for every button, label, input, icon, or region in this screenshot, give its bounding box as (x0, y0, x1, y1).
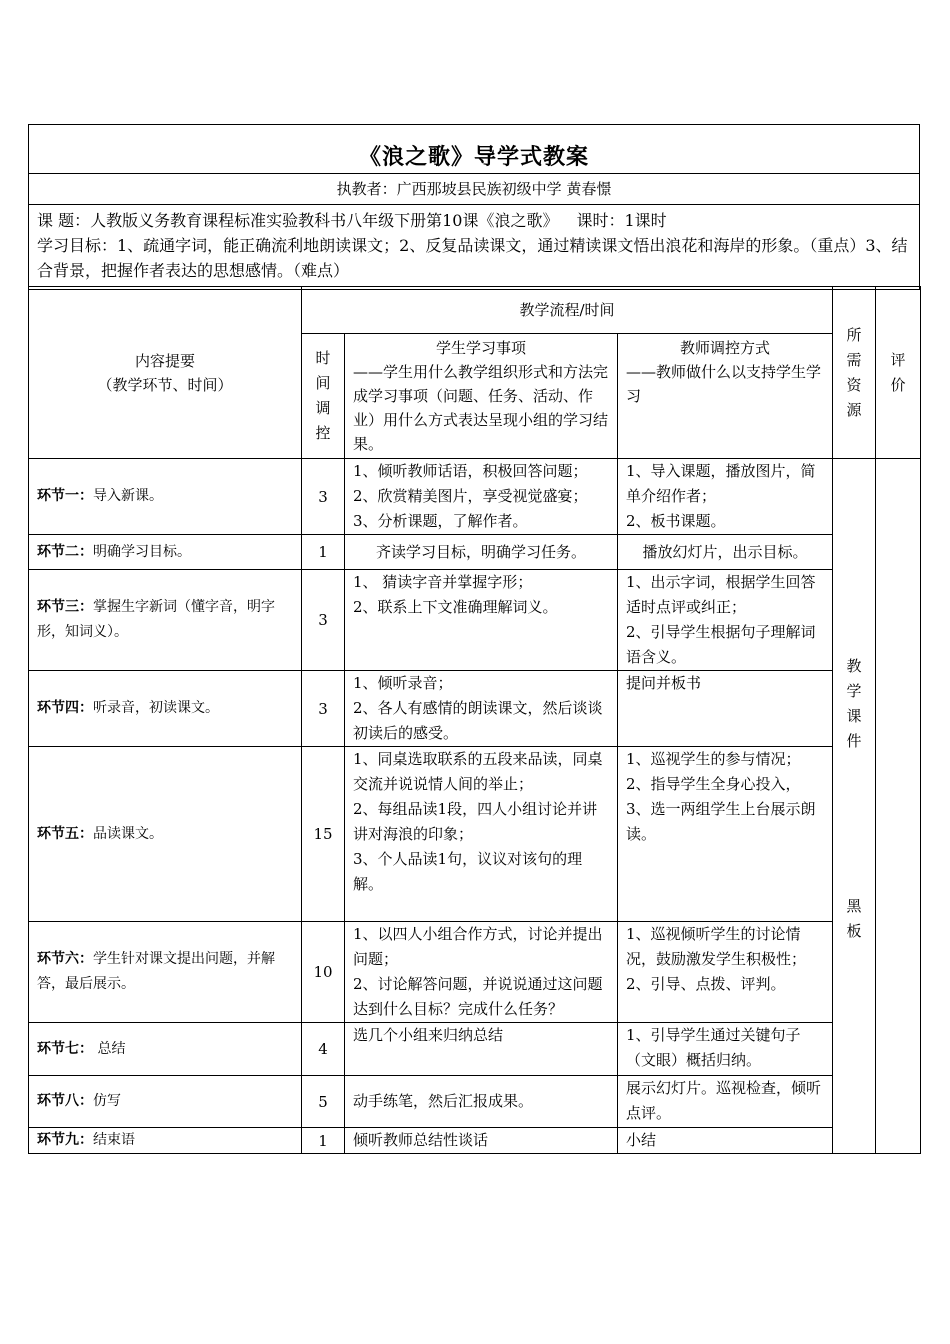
stage-label: 环节九： (37, 1132, 93, 1148)
teacher-item: 提问并板书 (626, 674, 702, 692)
resource-char: 课 (846, 707, 862, 725)
evaluation-header-char: 价 (890, 375, 906, 394)
teacher-item: 1、出示字词，根据学生回答适时点评或纠正； (626, 573, 816, 616)
teacher-item: 小结 (626, 1131, 657, 1149)
stage-text: 明确学习目标。 (93, 543, 191, 560)
student-item: 1、 猜读字音并掌握字形； (353, 573, 533, 591)
teacher-item: 2、引导、点拨、评判。 (626, 975, 786, 993)
table-row (29, 671, 921, 747)
time-header-char: 调 (315, 399, 331, 417)
student-cell (345, 1023, 618, 1076)
teacher-cell (618, 1023, 833, 1076)
stage-text: 导入新课。 (93, 488, 163, 504)
stage-text: 学生针对课文提出问题，并解答，最后展示。 (37, 951, 275, 992)
resource-char: 板 (846, 922, 862, 940)
student-item: 2、每组品读1段，四人小组讨论并讲讲对海浪的印象； (353, 800, 598, 843)
header-table (28, 124, 920, 290)
author-line: 执教者：广西那坡县民族初级中学 黄春憬 (29, 174, 920, 205)
stage-cell (29, 1023, 302, 1076)
content-header (29, 287, 302, 459)
teacher-item: 展示幻灯片。巡视检查，倾听点评。 (626, 1079, 822, 1122)
learning-objectives: 学习目标：1、疏通字词，能正确流利地朗读课文；2、反复品读课文，通过精读课文悟出浪花和海岸的形象。（重点）3、结合背景，把握作者表达的思想感情。（难点） (37, 236, 908, 280)
teacher-cell (618, 570, 833, 671)
student-cell (345, 535, 618, 570)
stage-label: 环节一： (37, 488, 93, 504)
stage-text: 结束语 (93, 1132, 135, 1148)
student-item: 1、以四人小组合作方式，讨论并提出问题； (353, 925, 603, 968)
student-cell (345, 1128, 618, 1154)
stage-label: 环节四： (37, 700, 93, 716)
stage-cell (29, 1128, 302, 1154)
stage-cell (29, 671, 302, 747)
table-row (29, 1023, 921, 1076)
student-header (345, 334, 618, 459)
time-cell: 10 (302, 922, 345, 1023)
evaluation-cell (876, 459, 921, 1154)
teacher-cell (618, 1128, 833, 1154)
student-item: 2、欣赏精美图片，享受视觉盛宴； (353, 487, 588, 505)
resources-header-char: 所 (846, 325, 862, 344)
student-item: 动手练笔，然后汇报成果。 (353, 1092, 534, 1110)
student-cell (345, 459, 618, 535)
table-row (29, 1128, 921, 1154)
resource-char: 黑 (846, 897, 862, 915)
stage-cell (29, 535, 302, 570)
course-label: 课 题： (37, 211, 91, 230)
student-header-desc: ——学生用什么教学组织形式和方法完成学习事项（问题、任务、活动、作业）用什么方式表达呈现小组的学习结果。 (353, 363, 609, 453)
table-row (29, 459, 921, 535)
time-control-header (302, 334, 345, 459)
resources-header (833, 287, 876, 459)
resource-blackboard (833, 754, 875, 944)
student-item: 齐读学习目标，明确学习任务。 (375, 542, 586, 561)
student-item: 选几个小组来归纳总结 (353, 1026, 504, 1044)
teacher-item: 1、导入课题，播放图片，简单介绍作者； (626, 462, 816, 505)
evaluation-header (876, 287, 921, 459)
course-info (29, 205, 920, 290)
table-row (29, 747, 921, 922)
resources-cell (833, 459, 876, 1154)
stage-label: 环节七： (37, 1040, 93, 1057)
teacher-item: 播放幻灯片，出示目标。 (642, 542, 808, 561)
student-cell (345, 922, 618, 1023)
stage-cell (29, 1076, 302, 1128)
student-cell (345, 747, 618, 922)
stage-text: 品读课文。 (93, 825, 163, 842)
teacher-item: 2、指导学生全身心投入， (626, 775, 801, 793)
teacher-cell (618, 671, 833, 747)
resources-header-char: 需 (846, 350, 862, 369)
student-item: 2、讨论解答问题，并说说通过这问题达到什么目标？完成什么任务？ (353, 975, 603, 1018)
teacher-item: 3、选一两组学生上台展示朗读。 (626, 800, 816, 843)
stage-label: 环节二： (37, 543, 93, 560)
teacher-item: 2、引导学生根据句子理解词语含义。 (626, 623, 816, 666)
student-header-title: 学生学习事项 (435, 339, 526, 357)
resource-char: 教 (846, 657, 862, 675)
table-row (29, 535, 921, 570)
time-cell: 3 (302, 671, 345, 747)
table-row (29, 570, 921, 671)
resources-header-char: 资 (846, 375, 862, 394)
time-cell: 1 (302, 1128, 345, 1154)
time-cell: 15 (302, 747, 345, 922)
student-item: 1、倾听录音； (353, 674, 453, 692)
resource-char: 件 (846, 732, 862, 750)
student-item: 3、个人品读1句，议议对该句的理解。 (353, 850, 583, 893)
teacher-cell (618, 747, 833, 922)
course-hours: 课时：1课时 (576, 211, 667, 230)
course-line (37, 208, 911, 233)
student-item: 1、同桌选取联系的五段来品读，同桌交流并说说情人间的举止； (353, 750, 603, 793)
table-row (29, 922, 921, 1023)
teacher-cell (618, 922, 833, 1023)
stage-cell (29, 570, 302, 671)
stage-cell (29, 922, 302, 1023)
teacher-item: 1、巡视倾听学生的讨论情况，鼓励激发学生积极性； (626, 925, 807, 968)
time-header-char: 间 (315, 374, 331, 392)
lesson-flow-table (28, 286, 921, 1154)
stage-cell (29, 459, 302, 535)
time-cell: 1 (302, 535, 345, 570)
student-cell (345, 570, 618, 671)
stage-text: 掌握生字新词（懂字音，明字形，知词义）。 (37, 599, 275, 640)
resource-char: 学 (846, 682, 862, 700)
teacher-item: 1、引导学生通过关键句子（文眼）概括归纳。 (626, 1026, 801, 1069)
student-item: 倾听教师总结性谈话 (353, 1131, 489, 1149)
content-header-sub: （教学环节、时间） (97, 375, 233, 394)
student-item: 1、倾听教师话语，积极回答问题； (353, 462, 588, 480)
time-header-char: 时 (315, 349, 331, 367)
teacher-cell (618, 459, 833, 535)
stage-label: 环节五： (37, 825, 93, 842)
stage-cell (29, 747, 302, 922)
time-cell: 4 (302, 1023, 345, 1076)
teacher-header-desc: ——教师做什么以支持学生学习 (626, 363, 822, 405)
teacher-cell (618, 1076, 833, 1128)
teacher-item: 1、巡视学生的参与情况； (626, 750, 801, 768)
teacher-item: 2、板书课题。 (626, 512, 726, 530)
course-text: 人教版义务教育课程标准实验教科书八年级下册第10课《浪之歌》 (90, 211, 559, 230)
content-header-title: 内容提要 (134, 351, 195, 370)
student-cell (345, 671, 618, 747)
student-cell (345, 1076, 618, 1128)
student-item: 2、各人有感情的朗读课文，然后谈谈初读后的感受。 (353, 699, 603, 742)
flow-header: 教学流程/时间 (302, 287, 833, 334)
time-cell: 5 (302, 1076, 345, 1128)
table-row (29, 1076, 921, 1128)
time-header-char: 控 (315, 424, 331, 442)
student-item: 2、联系上下文准确理解词义。 (353, 598, 558, 616)
stage-text: 仿写 (93, 1093, 121, 1109)
page-title: 《浪之歌》导学式教案 (29, 125, 920, 174)
time-cell: 3 (302, 459, 345, 535)
stage-label: 环节八： (37, 1093, 93, 1109)
stage-label: 环节三： (37, 599, 93, 615)
stage-text: 听录音，初读课文。 (93, 700, 219, 716)
teacher-header (618, 334, 833, 459)
teacher-cell (618, 535, 833, 570)
resources-header-char: 源 (846, 400, 862, 419)
stage-label: 环节六： (37, 951, 93, 967)
stage-text: 总结 (93, 1040, 126, 1057)
teacher-header-title: 教师调控方式 (680, 339, 771, 357)
resource-courseware (833, 459, 875, 754)
evaluation-header-char: 评 (890, 350, 906, 369)
time-cell: 3 (302, 570, 345, 671)
student-item: 3、分析课题，了解作者。 (353, 512, 528, 530)
